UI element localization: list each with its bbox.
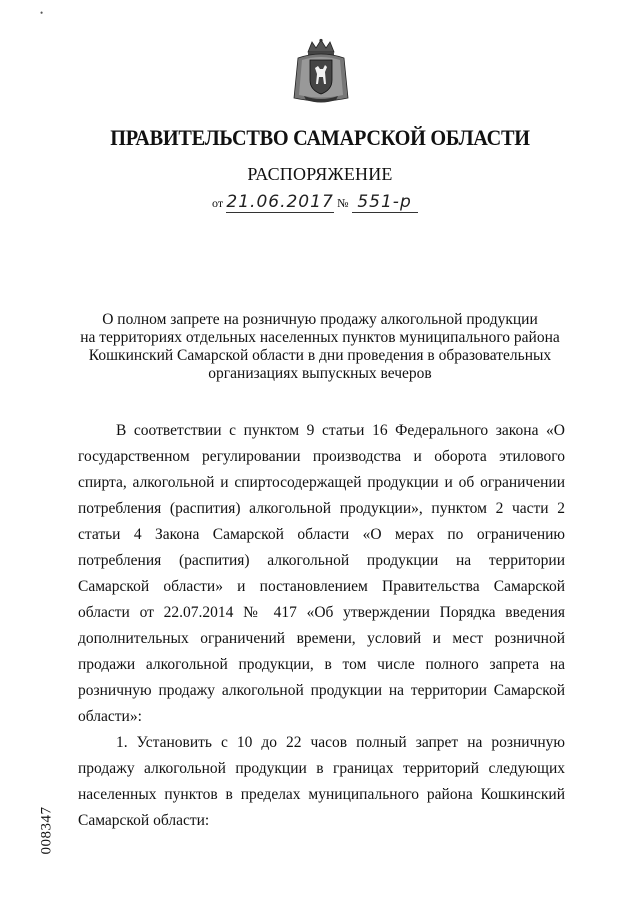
subject-line: организациях выпускных вечеров bbox=[208, 365, 432, 382]
date-prefix: от bbox=[212, 196, 224, 210]
samara-coat-of-arms-icon bbox=[290, 38, 352, 104]
handwritten-date: 21.06.2017 bbox=[226, 192, 334, 212]
document-type: РАСПОРЯЖЕНИЕ bbox=[247, 164, 393, 184]
document-subject bbox=[60, 311, 580, 383]
document-body bbox=[78, 418, 565, 834]
corner-scan-mark: • bbox=[40, 8, 44, 18]
registration-number-text: 008347 bbox=[38, 806, 55, 855]
registration-number bbox=[33, 780, 55, 880]
preamble-paragraph: В соответствии с пунктом 9 статьи 16 Федерального закона «О государственном регулировании производства и оборота этилового спирта, алкогольной и спиртосодержащей продукции и об ограничении потребления (распития) алкогольной продукции», пунктом 2 части 2 статьи 4 Закона Самарской области «О мерах по ограничению потребления (распития) алкогольной продукции на территории Самарской области» и постановлением Правительства Самарской области от 22.07.2014 № 417 «Об утверждении Порядка введения дополнительных ограничений времени, условий и мест розничной продажи алкогольной продукции, в том числе полного запрета на розничную продажу алкогольной продукции на территории Самарской области»: bbox=[78, 422, 565, 725]
date-number-line bbox=[212, 192, 418, 213]
subject-line: Кошкинский Самарской области в дни проведения в образовательных bbox=[88, 347, 552, 364]
subject-line: на территориях отдельных населенных пунктов муниципального района bbox=[80, 329, 560, 346]
clause-1-paragraph: 1. Установить с 10 до 22 часов полный запрет на розничную продажу алкогольной продукции в границах территорий следующих населенных пунктов в пределах муниципального района Кошкинский Самарской области: bbox=[78, 734, 565, 829]
number-prefix: № bbox=[337, 196, 349, 210]
handwritten-number: 551-р bbox=[352, 192, 418, 213]
government-title: ПРАВИТЕЛЬСТВО САМАРСКОЙ ОБЛАСТИ bbox=[110, 125, 530, 150]
subject-line: О полном запрете на розничную продажу алкогольной продукции bbox=[102, 311, 538, 328]
